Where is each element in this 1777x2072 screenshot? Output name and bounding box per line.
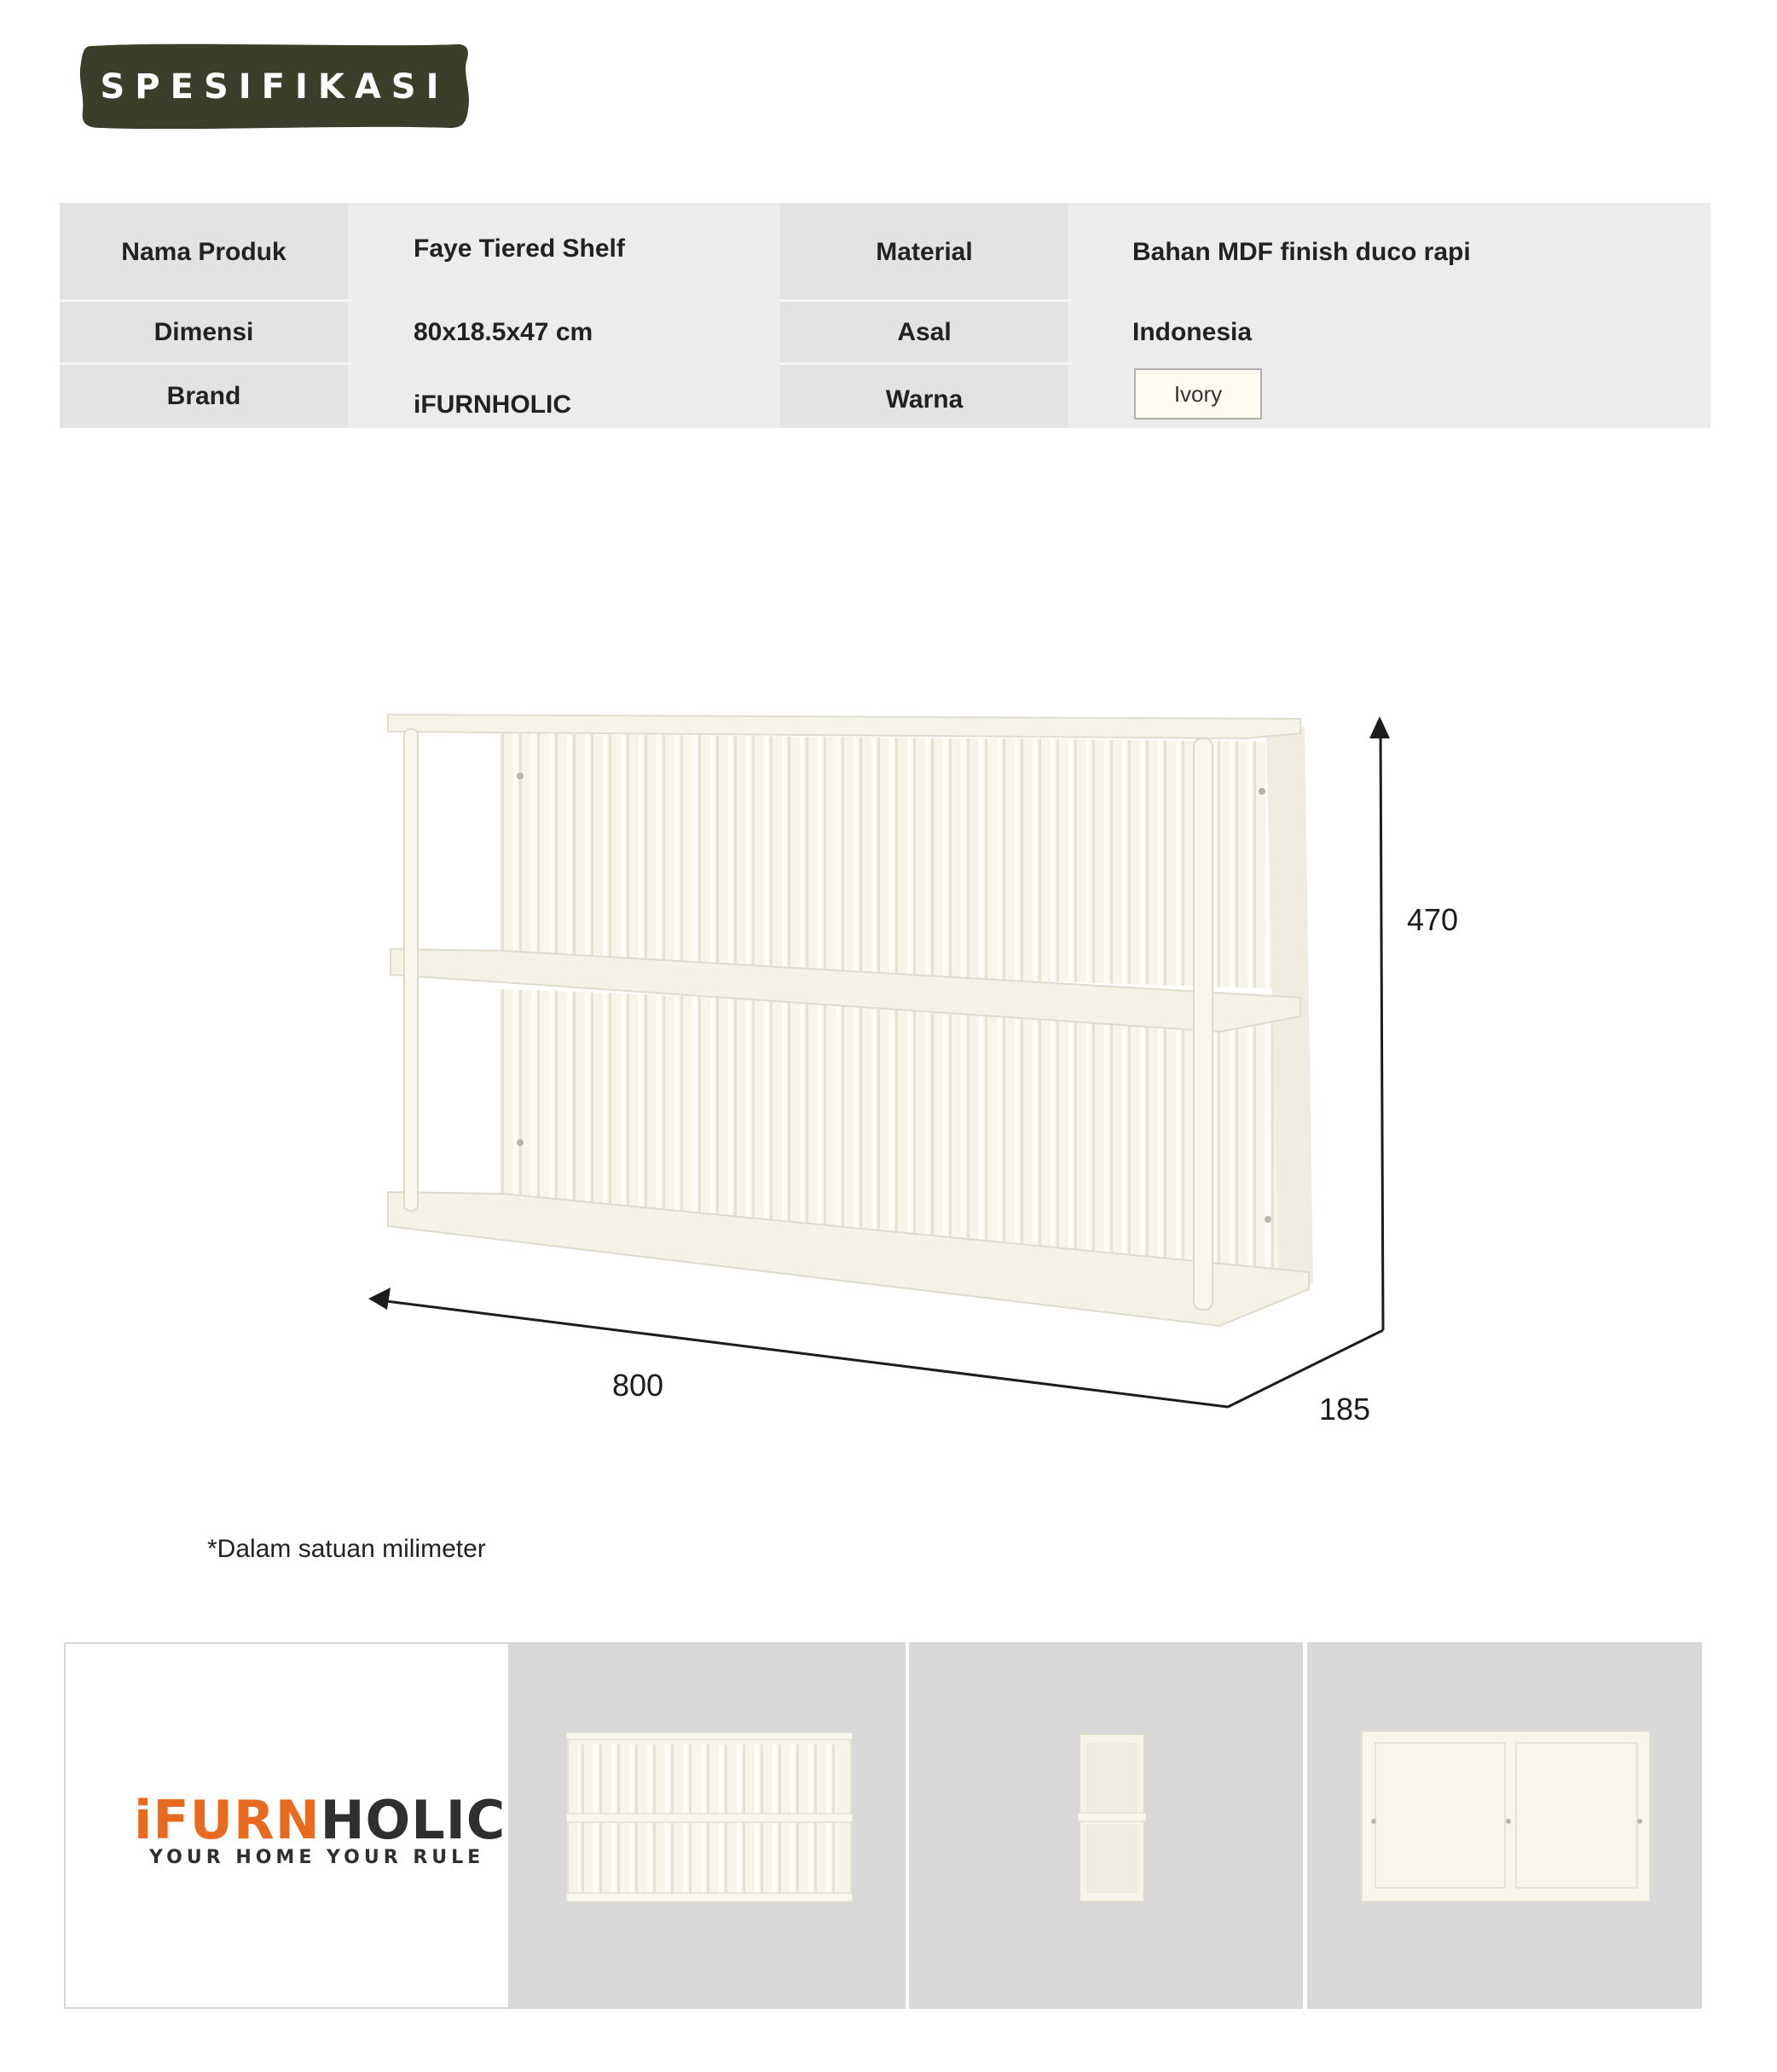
width-arrow-line	[379, 1300, 1228, 1407]
height-arrow-line	[1381, 729, 1383, 1330]
value-material: Bahan MDF finish duco rapi	[1132, 237, 1471, 266]
value-brand: iFURNHOLIC	[414, 390, 571, 419]
value-nama-produk: Faye Tiered Shelf	[414, 234, 625, 263]
value-dimensi: 80x18.5x47 cm	[414, 318, 593, 346]
brand-logo	[134, 1789, 506, 1851]
brand-logo-panel	[64, 1642, 510, 2009]
color-swatch-ivory: Ivory	[1134, 368, 1262, 420]
shelf-side-image	[909, 1642, 1303, 2009]
label-asal: Asal	[780, 301, 1068, 364]
shelf-front-image	[510, 1642, 906, 2009]
thumbnail-side-view[interactable]	[909, 1642, 1303, 2009]
label-dimensi: Dimensi	[60, 301, 348, 364]
logo-part-orange: iFURN	[134, 1789, 321, 1851]
height-arrowhead	[1369, 716, 1390, 738]
shelf-image	[388, 715, 1313, 1326]
logo-part-dark: HOLIC	[320, 1789, 506, 1851]
label-nama-produk: Nama Produk	[60, 203, 348, 301]
label-brand: Brand	[60, 364, 348, 428]
thumbnail-back-view[interactable]	[1307, 1642, 1702, 2009]
brand-tagline: YOUR HOME YOUR RULE	[149, 1847, 485, 1868]
shelf-back-image	[1307, 1642, 1702, 2009]
unit-note: *Dalam satuan milimeter	[207, 1535, 486, 1563]
section-title: SPESIFIKASI	[100, 67, 449, 107]
label-material: Material	[780, 203, 1068, 301]
width-label: 800	[612, 1368, 664, 1403]
depth-label: 185	[1319, 1392, 1371, 1427]
label-warna: Warna	[780, 364, 1068, 428]
value-asal: Indonesia	[1132, 318, 1253, 346]
height-label: 470	[1407, 902, 1459, 937]
width-arrowhead	[368, 1288, 391, 1310]
thumbnail-front-view[interactable]	[510, 1642, 906, 2009]
